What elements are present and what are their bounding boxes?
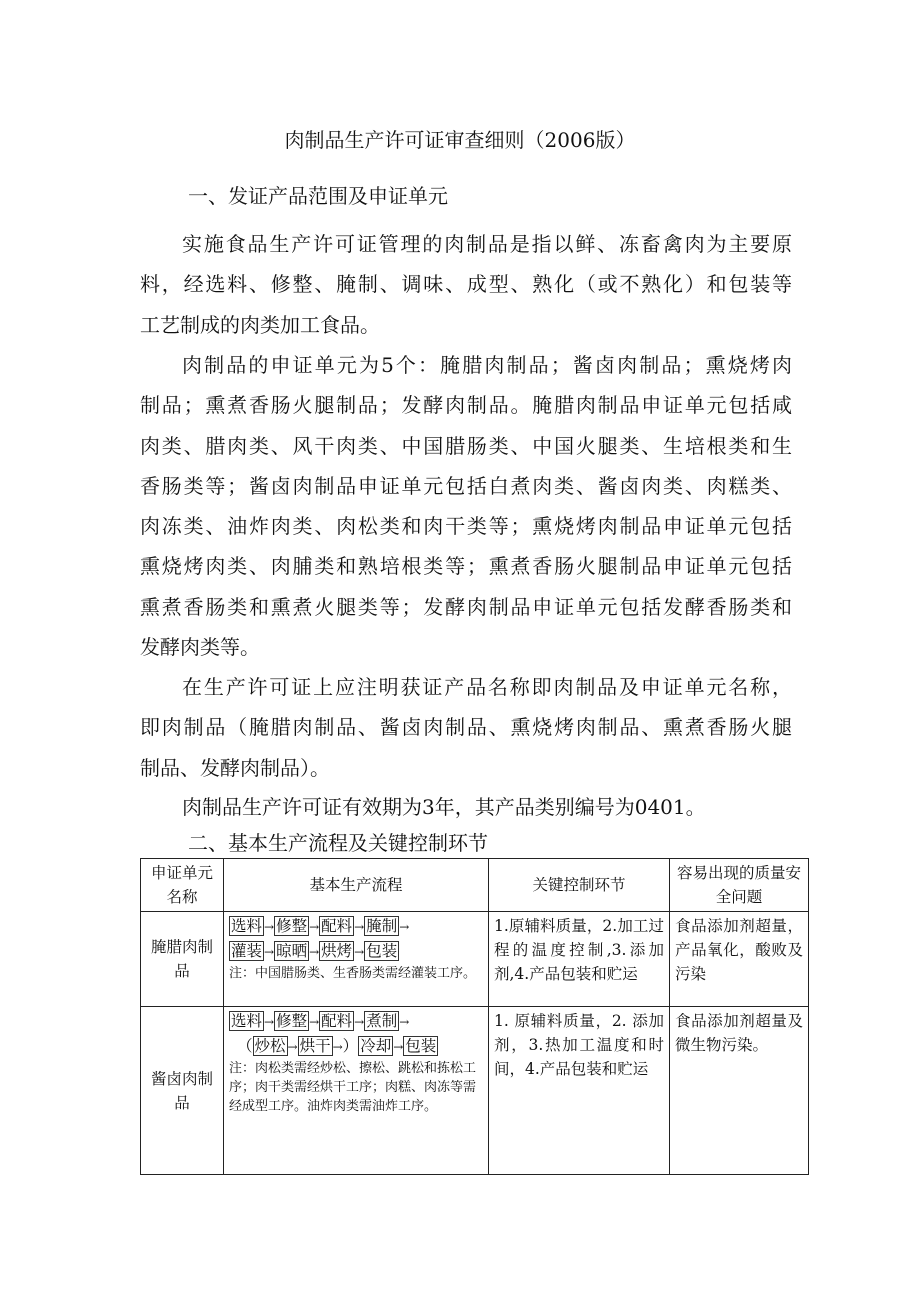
arrow-icon: →	[393, 1040, 404, 1054]
paragraph-line: 肉制品的申证单元为5个：腌腊肉制品；酱卤肉制品；熏烧烤肉	[182, 353, 792, 377]
flow-step: 冷却	[360, 1037, 392, 1055]
paragraph	[140, 224, 792, 345]
unit-name: 腌腊肉制品	[141, 912, 224, 1007]
flow-step: 烘干	[299, 1037, 331, 1055]
flow-step: 选料	[231, 917, 263, 935]
paragraph-line: 实施食品生产许可证管理的肉制品是指以鲜、冻畜禽肉为主要原	[182, 232, 792, 256]
flow-step: 修整	[276, 1012, 308, 1030]
flow-note: 注：中国腊肠类、生香肠类需经灌装工序。	[229, 966, 477, 981]
paragraph-line: 肉制品生产许可证有效期为3年，其产品类别编号为0401。	[182, 795, 706, 819]
paragraph-line: 在生产许可证上应注明获证产品名称即肉制品及申证单元名称，	[182, 675, 792, 699]
flow-note: 注：肉松类需经炒松、擦松、跳松和拣松工序；肉干类需经烘干工序；肉糕、肉冻等需经成型工序。油炸肉类需油炸工序。	[229, 1061, 477, 1114]
flow-step: 晾晒	[276, 942, 308, 960]
paragraph-line: 料，经选料、修整、腌制、调味、成型、熟化（或不熟化）和包装等	[140, 272, 792, 297]
flow-line	[229, 939, 483, 964]
flow-step: 炒松	[254, 1037, 286, 1055]
quality-issues: 食品添加剂超量及微生物污染。	[670, 1007, 809, 1175]
arrow-icon: →	[354, 920, 365, 934]
section-1-heading: 一、发证产品范围及申证单元	[188, 184, 448, 208]
section-2-heading: 二、基本生产流程及关键控制环节	[188, 831, 488, 855]
flow-cell	[224, 1007, 489, 1175]
header-issues: 容易出现的质量安全问题	[670, 859, 809, 912]
paragraph	[140, 667, 792, 788]
flow-step: 修整	[276, 917, 308, 935]
header-unit-name: 申证单元名称	[141, 859, 224, 912]
paragraph	[140, 345, 792, 667]
header-flow: 基本生产流程	[224, 859, 489, 912]
paragraph	[140, 787, 792, 827]
header-control: 关键控制环节	[489, 859, 670, 912]
paragraph-line: 熏煮香肠类和熏煮火腿类等；发酵肉制品申证单元包括发酵香肠类和	[140, 594, 792, 619]
flow-step: 包装	[366, 942, 398, 960]
arrow-icon: →	[399, 920, 410, 934]
flow-cell	[224, 912, 489, 1007]
control-points: 1.原辅料质量，2.加工过程的温度控制,3.添加剂,4.产品包装和贮运	[489, 912, 670, 1007]
process-table	[140, 858, 809, 1175]
paragraph-line: 香肠类等；酱卤肉制品申证单元包括白煮肉类、酱卤肉类、肉糕类、	[140, 473, 792, 498]
unit-name: 酱卤肉制品	[141, 1007, 224, 1175]
arrow-icon: →	[264, 945, 275, 959]
flow-step: 配料	[321, 917, 353, 935]
arrow-icon: →	[309, 1015, 320, 1029]
flow-step: 包装	[405, 1037, 437, 1055]
arrow-icon: →	[264, 920, 275, 934]
flow-step: 烘烤	[321, 942, 353, 960]
flow-bracket: ）	[342, 1037, 359, 1055]
arrow-icon: →	[309, 945, 320, 959]
paragraph-line: 肉类、腊肉类、风干肉类、中国腊肠类、中国火腿类、生培根类和生	[140, 433, 792, 458]
arrow-icon: →	[399, 1015, 410, 1029]
table-row	[141, 912, 809, 1007]
table-header-row	[141, 859, 809, 912]
paragraph-line: 熏烧烤肉类、肉脯类和熟培根类等；熏煮香肠火腿制品申证单元包括	[140, 554, 792, 579]
table-row	[141, 1007, 809, 1175]
control-points: 1. 原辅料质量，2. 添加剂，3.热加工温度和时间，4.产品包装和贮运	[489, 1007, 670, 1175]
arrow-icon: →	[354, 1015, 365, 1029]
arrow-icon: →	[264, 1015, 275, 1029]
flow-line	[229, 914, 483, 939]
arrow-icon: →	[309, 920, 320, 934]
paragraph-line: 发酵肉类等。	[140, 635, 260, 660]
flow-step: 腌制	[366, 917, 398, 935]
paragraph-line: 即肉制品（腌腊肉制品、酱卤肉制品、熏烧烤肉制品、熏煮香肠火腿	[140, 715, 792, 740]
flow-line	[229, 1009, 483, 1034]
arrow-icon: →	[354, 945, 365, 959]
arrow-icon: →	[287, 1040, 298, 1054]
flow-step: 煮制	[366, 1012, 398, 1030]
flow-step: 灌装	[231, 942, 263, 960]
flow-bracket: （	[237, 1037, 253, 1055]
flow-line	[229, 1034, 483, 1059]
paragraph-line: 制品、发酵肉制品）。	[140, 755, 330, 780]
paragraph-line: 肉冻类、油炸肉类、肉松类和肉干类等；熏烧烤肉制品申证单元包括	[140, 514, 792, 539]
quality-issues: 食品添加剂超量，产品氧化，酸败及污染	[670, 912, 809, 1007]
paragraph-line: 工艺制成的肉类加工食品。	[140, 312, 380, 337]
document-title: 肉制品生产许可证审查细则（2006版）	[284, 128, 636, 152]
paragraph-line: 制品；熏煮香肠火腿制品；发酵肉制品。腌腊肉制品申证单元包括咸	[140, 393, 792, 418]
arrow-icon: →	[332, 1040, 343, 1054]
flow-step: 配料	[321, 1012, 353, 1030]
flow-step: 选料	[231, 1012, 263, 1030]
